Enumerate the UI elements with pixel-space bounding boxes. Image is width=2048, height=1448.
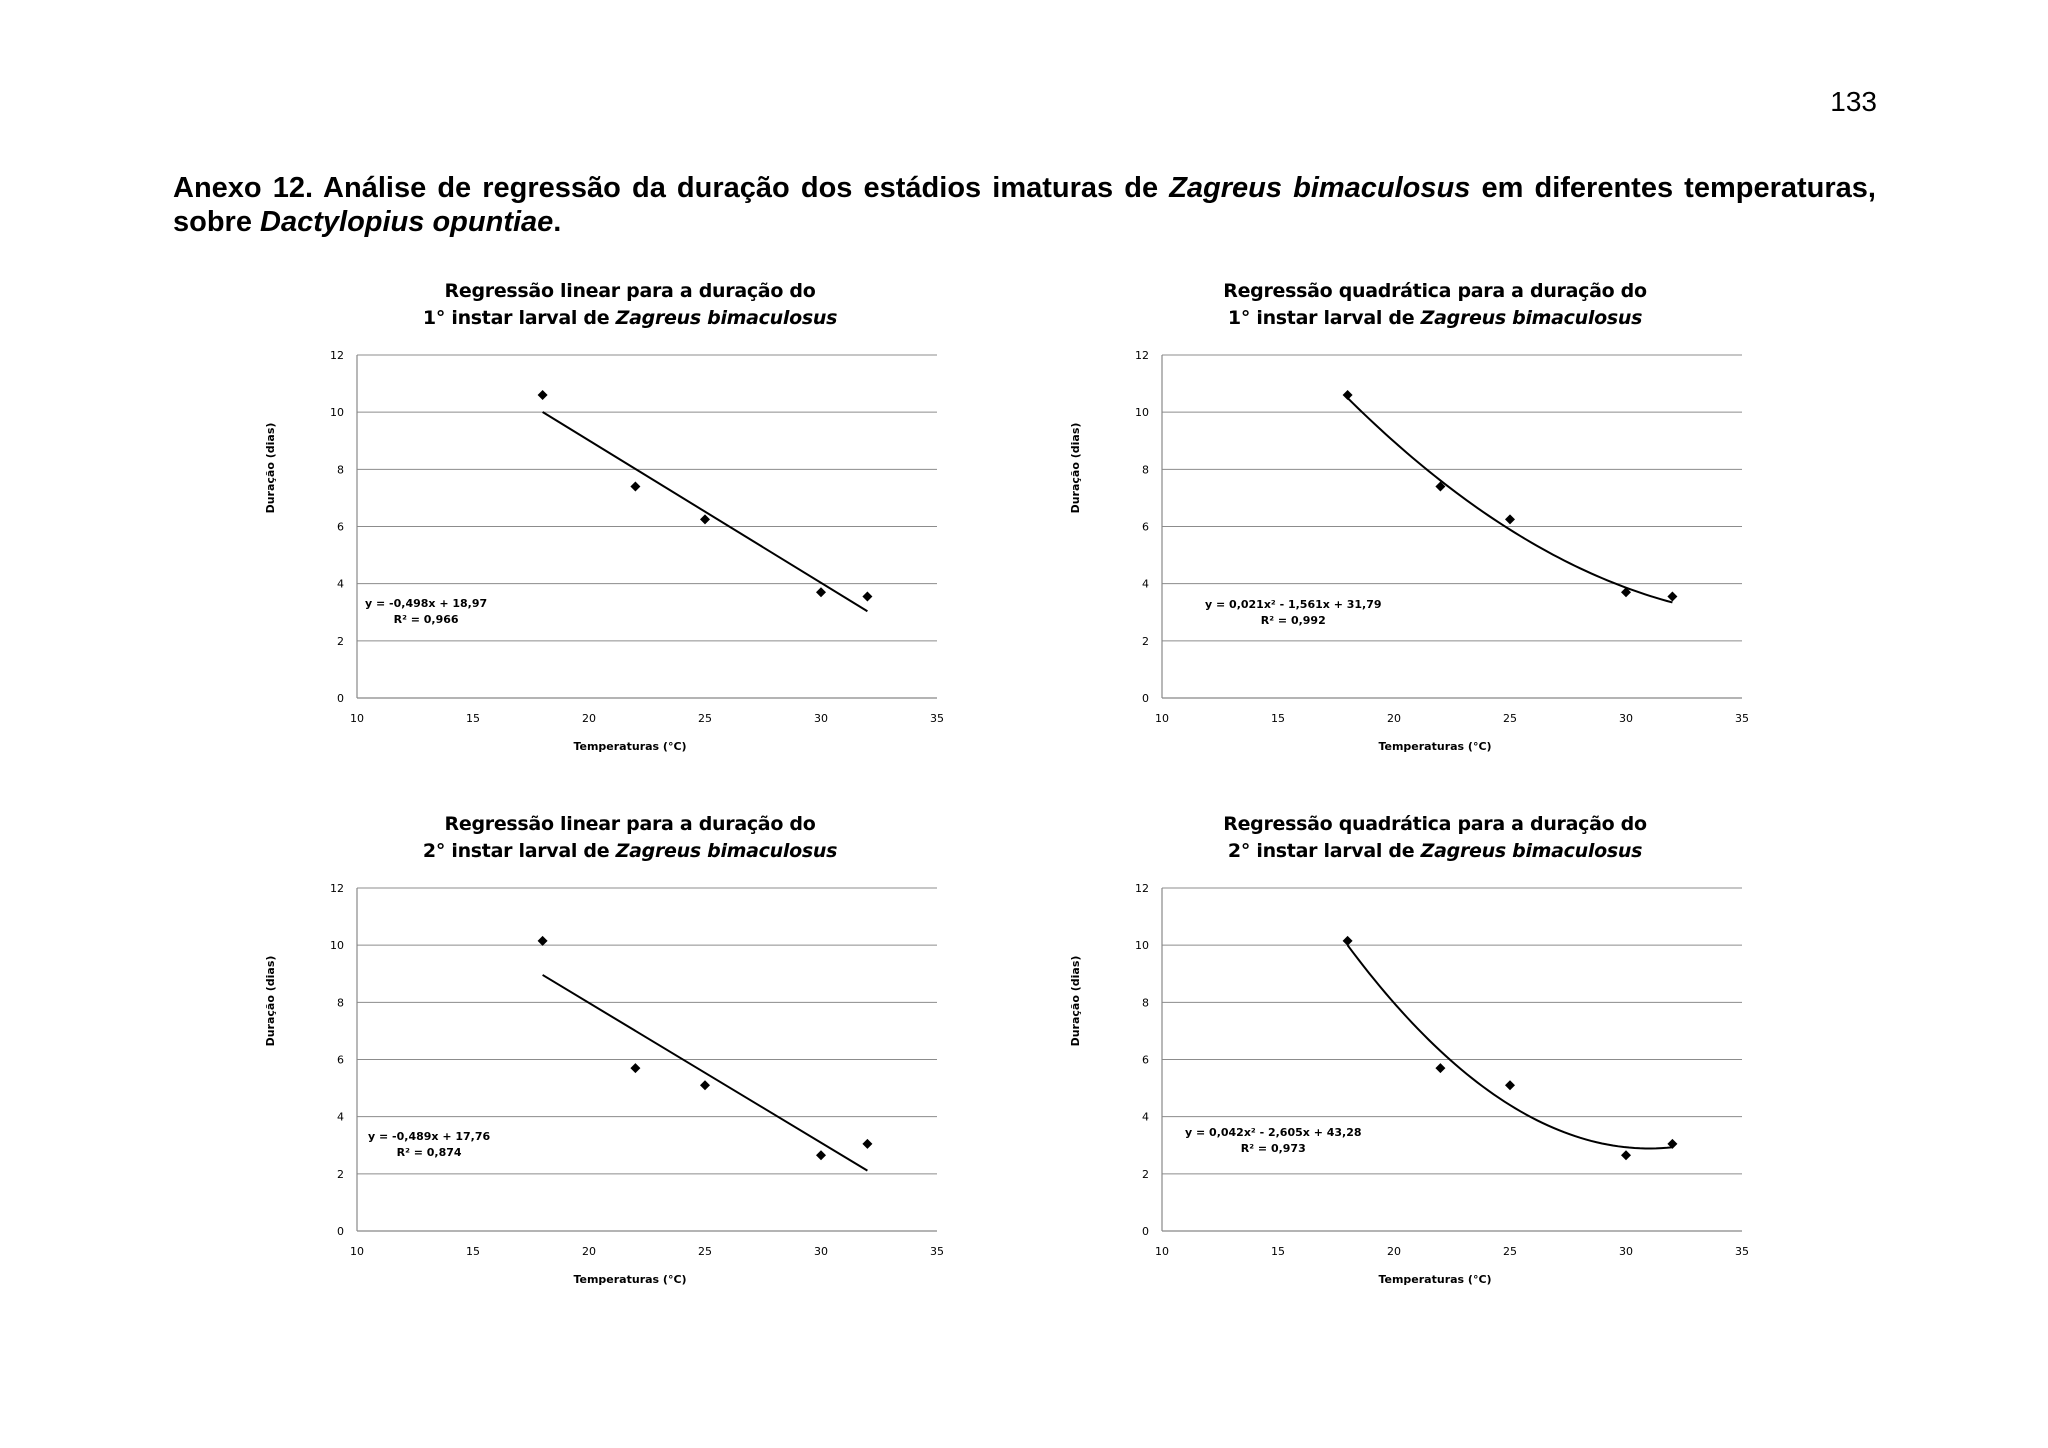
trendline — [543, 412, 868, 611]
data-point — [1505, 514, 1515, 524]
y-tick-label: 10 — [330, 939, 344, 953]
r2-text: R² = 0,874 — [396, 1146, 462, 1159]
data-point — [700, 514, 710, 524]
chart-plot — [1085, 811, 1785, 1331]
x-axis-label: Temperaturas (°C) — [573, 1273, 687, 1286]
x-axis-label: Temperaturas (°C) — [573, 740, 687, 753]
y-tick-label: 2 — [1142, 634, 1149, 648]
chart-title-line1: Regressão linear para a duração do — [444, 280, 816, 302]
x-tick-label: 20 — [582, 712, 596, 725]
x-tick-label: 25 — [698, 712, 712, 725]
data-point — [1343, 936, 1353, 946]
y-tick-label: 0 — [1142, 1225, 1149, 1238]
chart-title-line2: 1° instar larval de — [422, 307, 616, 329]
x-tick-label: 15 — [466, 712, 480, 725]
chart-linear-instar-1 — [264, 278, 980, 798]
x-tick-label: 10 — [1155, 1245, 1169, 1258]
chart-title-line2: 2° instar larval de — [1227, 840, 1421, 862]
y-tick-label: 8 — [1142, 463, 1149, 477]
x-tick-label: 10 — [350, 1245, 364, 1258]
equation-label — [365, 596, 487, 628]
x-axis-label: Temperaturas (°C) — [1378, 740, 1492, 753]
data-point — [862, 592, 872, 602]
caption-species: Zagreus bimaculosus — [1169, 172, 1471, 204]
chart-plot — [280, 811, 980, 1331]
equation-label — [368, 1129, 490, 1161]
y-axis-label: Duração (dias) — [264, 422, 277, 514]
y-tick-label: 2 — [337, 634, 344, 648]
x-tick-label: 20 — [582, 1245, 596, 1258]
y-tick-label: 2 — [337, 1167, 344, 1181]
r2-text: R² = 0,973 — [1240, 1142, 1306, 1155]
y-axis-label: Duração (dias) — [264, 955, 277, 1047]
chart-title-line1: Regressão quadrática para a duração do — [1223, 813, 1647, 835]
y-tick-label: 4 — [1142, 577, 1149, 591]
caption-text-4: . — [553, 206, 562, 238]
y-tick-label: 12 — [330, 349, 344, 362]
x-tick-label: 30 — [1619, 1245, 1633, 1258]
y-axis-label: Duração (dias) — [1069, 955, 1082, 1047]
equation-text: y = -0,489x + 17,76 — [368, 1130, 491, 1143]
x-tick-label: 30 — [814, 1245, 828, 1258]
y-tick-label: 8 — [1142, 996, 1149, 1010]
data-point — [538, 936, 548, 946]
y-tick-label: 10 — [330, 406, 344, 420]
y-tick-label: 6 — [1142, 520, 1149, 534]
chart-title-line1: Regressão quadrática para a duração do — [1223, 280, 1647, 302]
x-tick-label: 25 — [1503, 1245, 1517, 1258]
y-tick-label: 10 — [1135, 406, 1149, 420]
r2-text: R² = 0,966 — [393, 613, 459, 626]
chart-plot — [1085, 278, 1785, 798]
y-tick-label: 12 — [330, 882, 344, 895]
data-point — [1621, 1150, 1631, 1160]
data-point — [700, 1080, 710, 1090]
trendline — [543, 975, 868, 1171]
chart-title-species: Zagreus bimaculosus — [615, 840, 838, 862]
y-tick-label: 0 — [1142, 692, 1149, 705]
chart-linear-instar-2 — [264, 811, 980, 1331]
x-tick-label: 35 — [930, 712, 944, 725]
data-point — [538, 390, 548, 400]
caption-host: Dactylopius opuntiae — [260, 206, 554, 238]
data-point — [1505, 1080, 1515, 1090]
figure-caption — [173, 171, 1876, 239]
x-tick-label: 15 — [1271, 712, 1285, 725]
y-tick-label: 6 — [337, 1053, 344, 1067]
y-tick-label: 8 — [337, 996, 344, 1010]
x-tick-label: 30 — [1619, 712, 1633, 725]
data-point — [816, 1150, 826, 1160]
data-point — [1343, 390, 1353, 400]
y-tick-label: 4 — [1142, 1110, 1149, 1124]
y-tick-label: 4 — [337, 577, 344, 591]
x-tick-label: 35 — [1735, 1245, 1749, 1258]
y-tick-label: 0 — [337, 1225, 344, 1238]
chart-plot — [280, 278, 980, 798]
chart-title-species: Zagreus bimaculosus — [615, 307, 838, 329]
x-tick-label: 35 — [1735, 712, 1749, 725]
data-point — [862, 1139, 872, 1149]
equation-label — [1185, 1125, 1362, 1157]
equation-label — [1205, 597, 1382, 629]
data-point — [630, 481, 640, 491]
r2-text: R² = 0,992 — [1260, 614, 1326, 627]
chart-quadratic-instar-2 — [1069, 811, 1785, 1331]
equation-text: y = -0,498x + 18,97 — [365, 597, 488, 610]
data-point — [630, 1063, 640, 1073]
x-tick-label: 20 — [1387, 1245, 1401, 1258]
trendline — [1348, 945, 1673, 1148]
x-tick-label: 25 — [1503, 712, 1517, 725]
y-tick-label: 10 — [1135, 939, 1149, 953]
y-tick-label: 6 — [337, 520, 344, 534]
equation-text: y = 0,021x² - 1,561x + 31,79 — [1205, 598, 1382, 611]
x-tick-label: 10 — [350, 712, 364, 725]
data-point — [1435, 1063, 1445, 1073]
x-tick-label: 25 — [698, 1245, 712, 1258]
equation-text: y = 0,042x² - 2,605x + 43,28 — [1185, 1126, 1362, 1139]
chart-title-species: Zagreus bimaculosus — [1420, 840, 1643, 862]
y-tick-label: 6 — [1142, 1053, 1149, 1067]
trendline — [1348, 398, 1673, 602]
chart-title-line2: 2° instar larval de — [422, 840, 616, 862]
x-tick-label: 15 — [1271, 1245, 1285, 1258]
chart-title-line1: Regressão linear para a duração do — [444, 813, 816, 835]
data-point — [816, 587, 826, 597]
chart-title-line2: 1° instar larval de — [1227, 307, 1421, 329]
caption-text-2: em diferentes temperaturas, — [1470, 172, 1876, 204]
caption-text: Anexo 12. Análise de regressão da duração dos estádios imaturas de — [173, 172, 1170, 204]
caption-text-3: sobre — [173, 206, 261, 238]
x-tick-label: 10 — [1155, 712, 1169, 725]
page-number: 133 — [1830, 86, 1877, 117]
y-tick-label: 4 — [337, 1110, 344, 1124]
chart-title-species: Zagreus bimaculosus — [1420, 307, 1643, 329]
x-tick-label: 30 — [814, 712, 828, 725]
chart-quadratic-instar-1 — [1069, 278, 1785, 798]
y-tick-label: 12 — [1135, 882, 1149, 895]
y-axis-label: Duração (dias) — [1069, 422, 1082, 514]
x-axis-label: Temperaturas (°C) — [1378, 1273, 1492, 1286]
x-tick-label: 20 — [1387, 712, 1401, 725]
x-tick-label: 15 — [466, 1245, 480, 1258]
y-tick-label: 8 — [337, 463, 344, 477]
data-point — [1667, 592, 1677, 602]
y-tick-label: 0 — [337, 692, 344, 705]
y-tick-label: 12 — [1135, 349, 1149, 362]
y-tick-label: 2 — [1142, 1167, 1149, 1181]
x-tick-label: 35 — [930, 1245, 944, 1258]
